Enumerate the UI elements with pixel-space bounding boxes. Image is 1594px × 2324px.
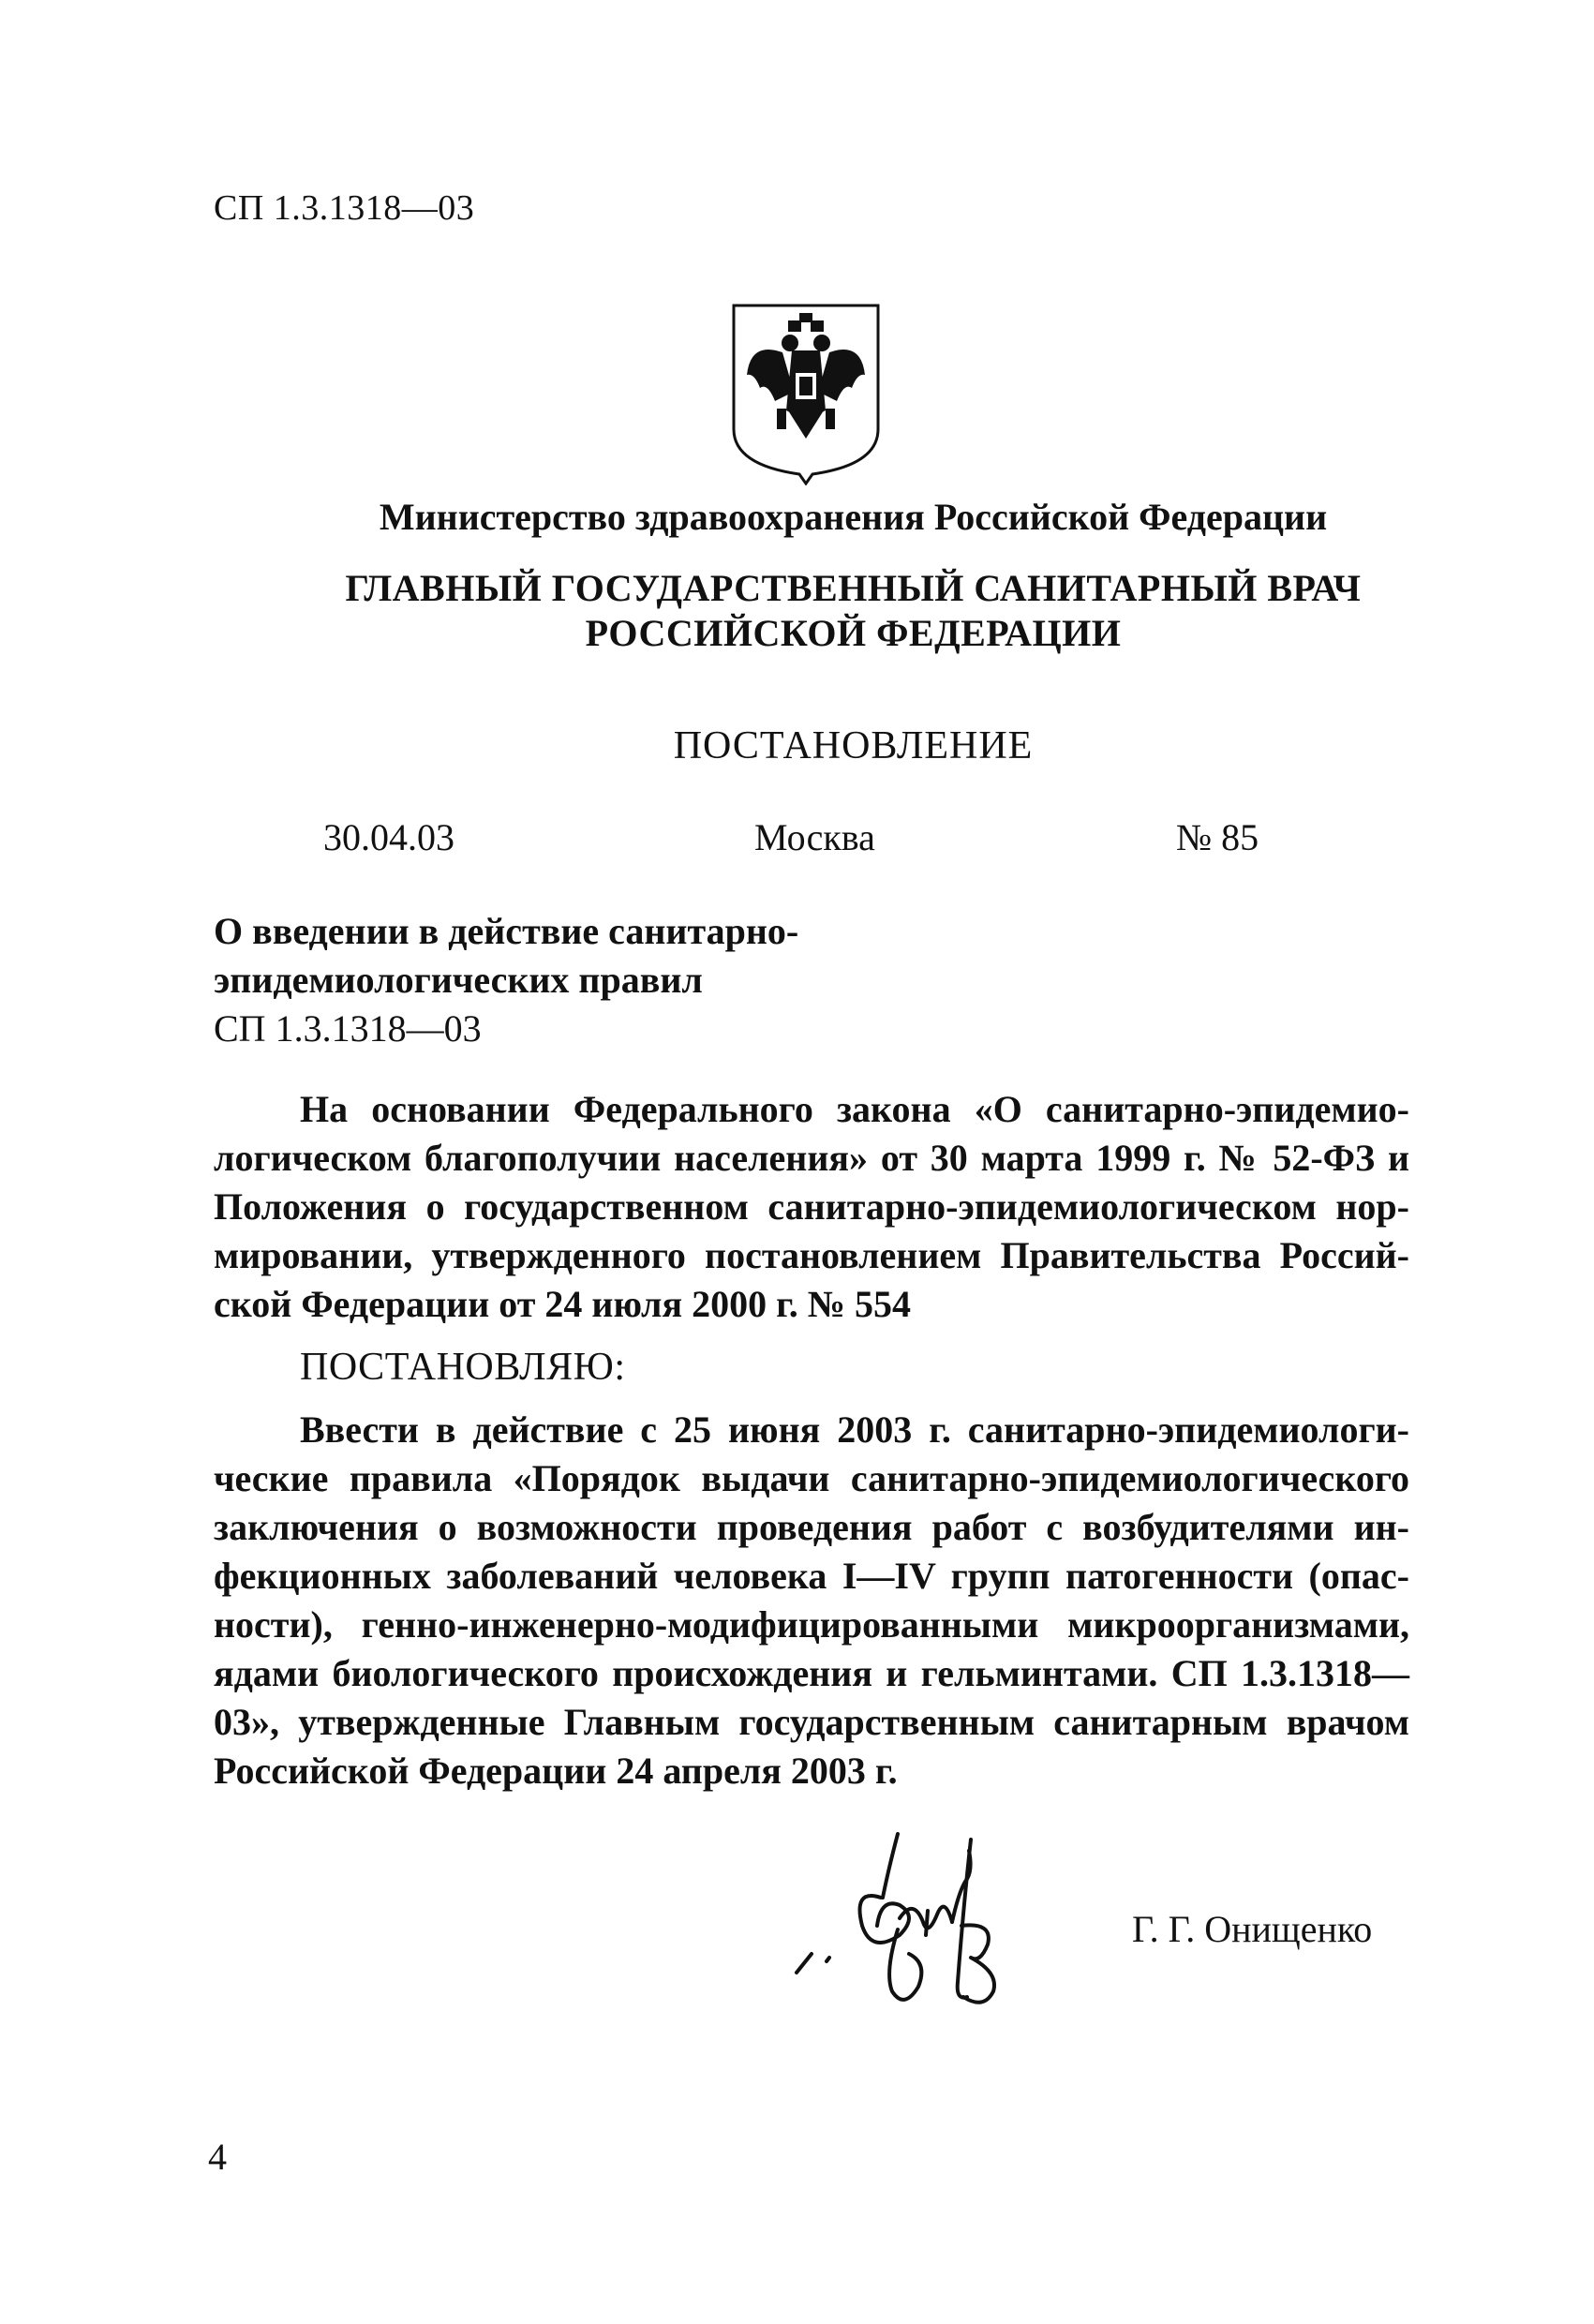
russian-coat-of-arms-icon xyxy=(726,298,886,485)
decree-city: Москва xyxy=(754,816,875,858)
paragraph-line: Положения о государственном санитарно-эпидемиологическом нор- xyxy=(214,1185,1409,1228)
paragraph-line: фекционных заболеваний человека I—IV групп патогенности (опас- xyxy=(214,1555,1409,1597)
paragraph-line: заключения о возможности проведения работ с возбудителями ин- xyxy=(214,1506,1409,1548)
paragraph-line: ядами биологического происхождения и гельминтами. СП 1.3.1318— xyxy=(214,1652,1409,1694)
page-number: 4 xyxy=(208,2136,227,2178)
decree-subject xyxy=(214,907,798,1053)
issuer-title-line2: РОССИЙСКОЙ ФЕДЕРАЦИИ xyxy=(585,612,1122,654)
paragraph-line: Российской Федерации 24 апреля 2003 г. xyxy=(214,1750,898,1792)
subject-line: эпидемиологических правил xyxy=(214,959,703,1001)
decree-number: № 85 xyxy=(1176,816,1259,858)
paragraph-line: 03», утвержденные Главным государственным санитарным врачом xyxy=(214,1701,1409,1743)
paragraph-line: ности), генно-инженерно-модифицированными микроорганизмами, xyxy=(214,1603,1409,1646)
paragraph-line: логическом благополучии населения» от 30 марта 1999 г. № 52-ФЗ и xyxy=(214,1137,1409,1179)
decree-date: 30.04.03 xyxy=(323,816,454,858)
paragraph-line: На основании Федерального закона «О санитарно-эпидемио- xyxy=(300,1088,1409,1130)
handwritten-signature-icon xyxy=(787,1832,1050,2015)
decree-verb: ПОСТАНОВЛЯЮ: xyxy=(300,1346,626,1389)
subject-line: СП 1.3.1318—03 xyxy=(214,1007,482,1050)
paragraph-line: ческие правила «Порядок выдачи санитарно-эпидемиологического xyxy=(214,1457,1409,1499)
ministry-name: Министерство здравоохранения Российской Федерации xyxy=(379,496,1328,538)
document-type-title: ПОСТАНОВЛЕНИЕ xyxy=(673,724,1034,767)
paragraph-line: ской Федерации от 24 июля 2000 г. № 554 xyxy=(214,1283,911,1325)
issuer-title-line1: ГЛАВНЫЙ ГОСУДАРСТВЕННЫЙ САНИТАРНЫЙ ВРАЧ xyxy=(345,567,1362,609)
paragraph-line: Ввести в действие с 25 июня 2003 г. санитарно-эпидемиологи- xyxy=(300,1408,1409,1451)
signer-name: Г. Г. Онищенко xyxy=(1132,1908,1373,1950)
subject-line: О введении в действие санитарно- xyxy=(214,910,799,952)
order-paragraph xyxy=(214,1406,1409,1795)
document-code: СП 1.3.1318—03 xyxy=(214,188,475,228)
paragraph-line: мировании, утвержденного постановлением Правительства Россий- xyxy=(214,1234,1409,1276)
basis-paragraph xyxy=(214,1085,1409,1329)
